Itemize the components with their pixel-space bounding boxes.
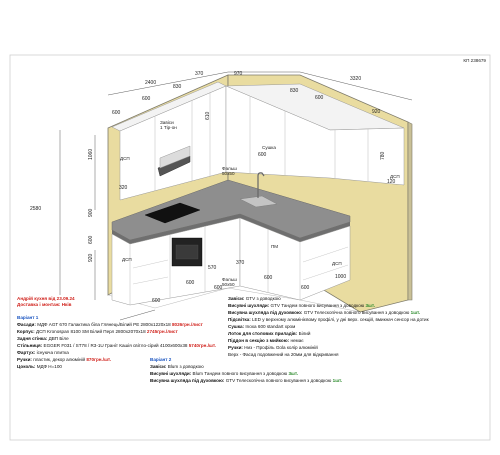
dim-bottom-600e: 600 — [214, 285, 223, 291]
order-line-2: Доставка і монтаж: Нків — [17, 302, 72, 307]
dim-320: 320 — [119, 185, 128, 191]
dim-610: 610 — [205, 111, 211, 120]
variant2-row-1: Висувні шухляди: Blum Тандем повного висування з доводкою 3шт. — [150, 371, 299, 376]
dim-1000: 1000 — [335, 274, 347, 280]
dim-bottom-600c: 600 — [264, 275, 273, 281]
filler-b-l1: Фальш — [222, 277, 237, 282]
label-dsp-base-right: ДСП — [332, 261, 342, 266]
label-sushka: Сушка — [262, 145, 276, 150]
dim-970: 970 — [234, 71, 243, 77]
variant2-row-0: Завіси: Blum з доводкою — [150, 364, 204, 369]
dim-1060: 1060 — [88, 148, 94, 160]
dim-900: 900 — [88, 208, 94, 217]
right-wall-edge — [408, 122, 412, 300]
dim-bottom-600d: 600 — [301, 285, 310, 291]
spec-right-row-4: Сушка: Inoxa 600 standart хром — [228, 324, 296, 329]
spec-right-row-3: Підсвітка: LED у верхному алюмінієвому профілі, у дні верх. секцій, вмикнач сенсор на дотик — [228, 317, 429, 322]
dim-bottom-600b: 600 — [186, 280, 195, 286]
dim-830b: 830 — [290, 88, 299, 94]
filler-b-l2: 50x50 — [222, 282, 235, 287]
label-dsp-base-left: ДСП — [122, 257, 132, 262]
dim-120: 120 — [387, 179, 396, 185]
dim-370: 370 — [195, 71, 204, 77]
spec-right-row-6: Піддон в секцію з мийкою: немає — [228, 338, 304, 343]
variant2-row-2: Висувна шухляда під духовкою: GTV Телескопічна повного висування з доводкою 1шт. — [150, 378, 343, 383]
spec-right-row-2: Висувна шухляда під духовкою: GTV Телескопічна повного висування з доводкою 1шт. — [228, 310, 421, 315]
variant2-title: Варіант 2 — [150, 357, 172, 362]
label-pm: ПМ — [271, 244, 279, 249]
spec-right-row-5: Лоток для столових приладів: Білий — [228, 331, 311, 336]
dim-2400: 2400 — [145, 80, 157, 86]
spec-right-row-0: Завіси: GTV з доводкою — [228, 296, 281, 301]
dim-3320: 3320 — [350, 76, 362, 82]
spec-right-row-8: Верх - Фасад подовжений на 20мм для відкривання — [228, 352, 339, 357]
label-dsp-left: ДСП — [120, 156, 130, 161]
label-dsp-right: ДСП — [390, 174, 400, 179]
filler-a-l2: 50х50 — [222, 171, 235, 176]
dim-600c: 600 — [315, 95, 324, 101]
dim-bottom-600a: 600 — [152, 298, 161, 304]
dim-780: 780 — [380, 151, 386, 160]
dim-570: 570 — [208, 265, 217, 271]
variant1-row-4: Фартух: існуюча плитка — [17, 350, 69, 355]
variant1-row-5: Ручки: пластик, декор алюміній 870грн./шт. — [17, 357, 112, 362]
dim-2580: 2580 — [30, 206, 42, 212]
dim-830a: 830 — [173, 84, 182, 90]
variant1-row-0: Фасади: МДФ AGT 670 Галактика біла Глянець/Білий РЕ 2800х1220х18 8026грн./лист — [17, 322, 203, 327]
dim-920: 920 — [372, 109, 381, 115]
oven-window — [176, 245, 198, 259]
variant1-row-3: Стільниця: EGGER F031 / ST78 / R3-1U Граніт Кашія світло-сірий 4100х600х38 5740грн./шт. — [17, 343, 216, 348]
label-hinges-1: Завіси — [160, 120, 174, 125]
dim-600b: 600 — [142, 96, 151, 102]
label-hinges-2: 1 Тір-он — [160, 125, 177, 130]
dim-370b: 370 — [236, 260, 245, 266]
dim-920b: 920 — [88, 253, 94, 262]
variant1-row-6: Цоколь: МДФ Н=100 — [17, 364, 62, 369]
filler-a-l1: Фальш — [222, 166, 237, 171]
variant1-row-1: Корпус: ДСП Kronospan 8100 SM Білий Перл 2800х2070х18 2745грн./лист — [17, 329, 178, 334]
project-code: КП 238679 — [463, 58, 486, 63]
variant1-title: Варіант 1 — [17, 315, 39, 320]
order-line-1: Андрій кухня від 23.09.24 — [17, 296, 75, 301]
v-600: 600 — [88, 235, 94, 244]
dim-600d: 600 — [258, 152, 267, 158]
variant1-row-2: Задня стінка: ДВП Біле — [17, 336, 69, 341]
spec-right-row-1: Висувні шухляди: GTV Тандем повного висування з доводкою 3шт. — [228, 303, 375, 308]
spec-right-row-7: Ручки: Низ - Профіль Gola колір алюміній — [228, 345, 318, 350]
dim-600a: 600 — [112, 110, 121, 116]
